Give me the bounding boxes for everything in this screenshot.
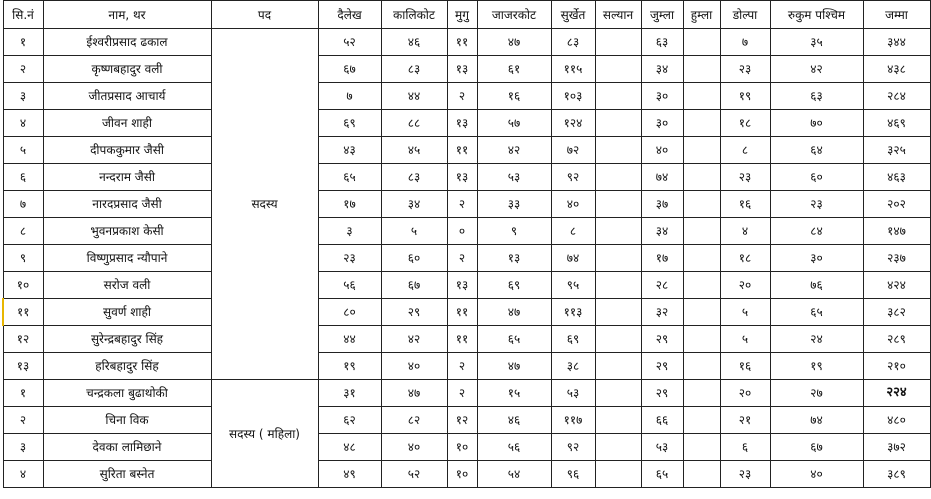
cell-district-votes[interactable]: ४० xyxy=(381,434,447,461)
cell-district-votes[interactable] xyxy=(595,380,641,407)
cell-district-votes[interactable] xyxy=(595,137,641,164)
cell-district-votes[interactable]: ९६ xyxy=(551,461,595,488)
cell-district-votes[interactable]: ७ xyxy=(318,83,381,110)
cell-district-votes[interactable]: २३ xyxy=(720,164,770,191)
cell-total-votes[interactable]: ३४४ xyxy=(863,29,930,56)
cell-district-votes[interactable]: ४ xyxy=(720,218,770,245)
header-cell-dolpa[interactable]: डोल्पा xyxy=(720,1,770,29)
cell-district-votes[interactable] xyxy=(683,353,720,380)
header-cell-total[interactable]: जम्मा xyxy=(863,1,930,29)
cell-district-votes[interactable] xyxy=(595,110,641,137)
cell-district-votes[interactable]: ६१ xyxy=(477,56,551,83)
cell-serial-number[interactable]: १० xyxy=(3,272,43,299)
cell-district-votes[interactable]: १० xyxy=(447,434,477,461)
cell-total-votes[interactable]: ४६९ xyxy=(863,110,930,137)
cell-total-votes[interactable]: ३८९ xyxy=(863,461,930,488)
cell-district-votes[interactable]: ४६ xyxy=(477,407,551,434)
cell-district-votes[interactable]: ३१ xyxy=(318,380,381,407)
cell-district-votes[interactable] xyxy=(595,29,641,56)
cell-district-votes[interactable]: २ xyxy=(447,380,477,407)
cell-district-votes[interactable]: ५३ xyxy=(641,434,683,461)
cell-district-votes[interactable]: ६९ xyxy=(477,272,551,299)
cell-district-votes[interactable]: १६ xyxy=(720,191,770,218)
results-table xyxy=(2,0,931,488)
header-cell-kalikot[interactable]: कालिकोट xyxy=(381,1,447,29)
cell-district-votes[interactable] xyxy=(683,407,720,434)
cell-district-votes[interactable]: ३० xyxy=(641,110,683,137)
cell-district-votes[interactable]: ६५ xyxy=(770,299,863,326)
cell-district-votes[interactable]: ६९ xyxy=(318,110,381,137)
cell-district-votes[interactable]: २९ xyxy=(641,380,683,407)
cell-district-votes[interactable]: ६२ xyxy=(318,407,381,434)
cell-district-votes[interactable]: ११ xyxy=(447,137,477,164)
cell-district-votes[interactable]: ९२ xyxy=(551,164,595,191)
cell-candidate-name[interactable]: नन्दराम जैसी xyxy=(43,164,211,191)
cell-district-votes[interactable]: ११७ xyxy=(551,407,595,434)
cell-district-votes[interactable]: ५ xyxy=(720,326,770,353)
cell-serial-number[interactable]: १ xyxy=(3,380,43,407)
cell-district-votes[interactable]: २९ xyxy=(381,299,447,326)
cell-district-votes[interactable]: ७० xyxy=(770,110,863,137)
cell-district-votes[interactable]: ४२ xyxy=(477,137,551,164)
cell-district-votes[interactable]: ९५ xyxy=(551,272,595,299)
cell-district-votes[interactable]: ४५ xyxy=(381,137,447,164)
cell-district-votes[interactable]: ४० xyxy=(770,461,863,488)
cell-district-votes[interactable]: ४० xyxy=(551,191,595,218)
cell-district-votes[interactable]: १६ xyxy=(477,83,551,110)
cell-district-votes[interactable]: ३८ xyxy=(551,353,595,380)
cell-district-votes[interactable]: २ xyxy=(447,83,477,110)
cell-district-votes[interactable]: ३४ xyxy=(641,218,683,245)
header-cell-mugu[interactable]: मुगु xyxy=(447,1,477,29)
table-row xyxy=(3,164,930,191)
cell-district-votes[interactable]: ६० xyxy=(381,245,447,272)
cell-district-votes[interactable]: २३ xyxy=(720,56,770,83)
cell-candidate-name[interactable]: चन्द्रकला बुढाथोकी xyxy=(43,380,211,407)
table-row xyxy=(3,56,930,83)
cell-district-votes[interactable]: ५६ xyxy=(477,434,551,461)
cell-total-votes[interactable]: २२४ xyxy=(863,380,930,407)
table-row xyxy=(3,191,930,218)
cell-district-votes[interactable] xyxy=(595,191,641,218)
cell-district-votes[interactable]: ६५ xyxy=(477,326,551,353)
cell-district-votes[interactable] xyxy=(683,56,720,83)
header-cell-dailekh[interactable]: दैलेख xyxy=(318,1,381,29)
table-row xyxy=(3,299,930,326)
cell-district-votes[interactable] xyxy=(683,245,720,272)
cell-district-votes[interactable]: ६० xyxy=(770,164,863,191)
cell-district-votes[interactable]: २ xyxy=(447,353,477,380)
cell-candidate-name[interactable]: हरिबहादुर सिंह xyxy=(43,353,211,380)
cell-district-votes[interactable]: ९ xyxy=(477,218,551,245)
cell-district-votes[interactable]: ९२ xyxy=(551,434,595,461)
table-row xyxy=(3,29,930,56)
cell-district-votes[interactable]: ६३ xyxy=(641,29,683,56)
cell-district-votes[interactable]: ६७ xyxy=(381,272,447,299)
cell-district-votes[interactable]: ५३ xyxy=(551,380,595,407)
cell-candidate-name[interactable]: सुरेन्द्रबहादुर सिंह xyxy=(43,326,211,353)
cell-district-votes[interactable] xyxy=(683,164,720,191)
cell-district-votes[interactable]: ४० xyxy=(381,353,447,380)
cell-candidate-name[interactable]: दीपककुमार जैसी xyxy=(43,137,211,164)
table-row xyxy=(3,218,930,245)
cell-district-votes[interactable]: ७४ xyxy=(551,245,595,272)
cell-serial-number[interactable]: १२ xyxy=(3,326,43,353)
cell-district-votes[interactable]: २८ xyxy=(641,272,683,299)
cell-candidate-name[interactable]: कृष्णबहादुर वली xyxy=(43,56,211,83)
cell-total-votes[interactable]: ३७२ xyxy=(863,434,930,461)
header-cell-surkhet[interactable]: सुर्खेत xyxy=(551,1,595,29)
cell-district-votes[interactable]: ६३ xyxy=(770,83,863,110)
cell-candidate-name[interactable]: विष्णुप्रसाद न्यौपाने xyxy=(43,245,211,272)
header-row xyxy=(3,1,930,29)
table-row xyxy=(3,353,930,380)
cell-district-votes[interactable]: ४७ xyxy=(477,353,551,380)
cell-district-votes[interactable]: ७२ xyxy=(551,137,595,164)
cell-candidate-name[interactable]: नारदप्रसाद जैसी xyxy=(43,191,211,218)
cell-total-votes[interactable]: ४२४ xyxy=(863,272,930,299)
cell-district-votes[interactable]: ३० xyxy=(770,245,863,272)
cell-district-votes[interactable]: २३ xyxy=(318,245,381,272)
cell-district-votes[interactable] xyxy=(683,218,720,245)
cell-serial-number[interactable]: १३ xyxy=(3,353,43,380)
cell-district-votes[interactable]: १३ xyxy=(447,272,477,299)
cell-district-votes[interactable]: ५३ xyxy=(477,164,551,191)
cell-district-votes[interactable]: ३० xyxy=(641,83,683,110)
cell-district-votes[interactable]: ८८ xyxy=(381,110,447,137)
cell-total-votes[interactable]: २८४ xyxy=(863,83,930,110)
cell-district-votes[interactable]: ५ xyxy=(720,299,770,326)
table-row xyxy=(3,434,930,461)
cell-district-votes[interactable]: ४३ xyxy=(318,137,381,164)
cell-district-votes[interactable]: ८० xyxy=(318,299,381,326)
cell-district-votes[interactable] xyxy=(683,380,720,407)
cell-district-votes[interactable]: २० xyxy=(720,380,770,407)
cell-district-votes[interactable]: ४२ xyxy=(381,326,447,353)
table-row xyxy=(3,272,930,299)
table-row xyxy=(3,326,930,353)
cell-total-votes[interactable]: २३७ xyxy=(863,245,930,272)
cell-district-votes[interactable] xyxy=(683,110,720,137)
cell-district-votes[interactable]: ४२ xyxy=(770,56,863,83)
cell-district-votes[interactable] xyxy=(683,83,720,110)
cell-district-votes[interactable] xyxy=(595,407,641,434)
cell-district-votes[interactable]: ५ xyxy=(381,218,447,245)
cell-district-votes[interactable]: १८ xyxy=(720,245,770,272)
cell-district-votes[interactable]: २९ xyxy=(641,326,683,353)
cell-district-votes[interactable]: १८ xyxy=(720,110,770,137)
cell-district-votes[interactable] xyxy=(595,353,641,380)
cell-district-votes[interactable] xyxy=(595,56,641,83)
cell-district-votes[interactable]: ४४ xyxy=(318,326,381,353)
cell-district-votes[interactable] xyxy=(683,191,720,218)
cell-district-votes[interactable]: ७ xyxy=(720,29,770,56)
cell-district-votes[interactable]: १३ xyxy=(447,110,477,137)
cell-district-votes[interactable] xyxy=(595,83,641,110)
cell-serial-number[interactable]: ३ xyxy=(3,434,43,461)
cell-district-votes[interactable] xyxy=(595,272,641,299)
cell-serial-number[interactable]: ४ xyxy=(3,461,43,488)
cell-district-votes[interactable]: ११ xyxy=(447,326,477,353)
header-cell-humla[interactable]: हुम्ला xyxy=(683,1,720,29)
cell-district-votes[interactable]: ५२ xyxy=(381,461,447,488)
header-cell-name[interactable]: नाम, थर xyxy=(43,1,211,29)
cell-district-votes[interactable]: ४९ xyxy=(318,461,381,488)
cell-total-votes[interactable]: २०२ xyxy=(863,191,930,218)
cell-district-votes[interactable]: १३ xyxy=(447,56,477,83)
cell-district-votes[interactable]: २३ xyxy=(770,191,863,218)
cell-district-votes[interactable]: २१ xyxy=(720,407,770,434)
cell-district-votes[interactable]: १९ xyxy=(770,353,863,380)
table-row xyxy=(3,461,930,488)
cell-candidate-name[interactable]: सरोज वली xyxy=(43,272,211,299)
cell-district-votes[interactable]: १९ xyxy=(318,353,381,380)
cell-district-votes[interactable]: १२ xyxy=(447,407,477,434)
cell-district-votes[interactable]: ७४ xyxy=(641,164,683,191)
cell-total-votes[interactable]: ४८० xyxy=(863,407,930,434)
cell-candidate-name[interactable]: सुवर्ण शाही xyxy=(43,299,211,326)
cell-district-votes[interactable] xyxy=(595,164,641,191)
cell-district-votes[interactable]: १५ xyxy=(477,380,551,407)
cell-candidate-name[interactable]: चिना विक xyxy=(43,407,211,434)
table-row xyxy=(3,380,930,407)
cell-district-votes[interactable] xyxy=(595,326,641,353)
cell-district-votes[interactable]: ५६ xyxy=(318,272,381,299)
cell-total-votes[interactable]: ४६३ xyxy=(863,164,930,191)
cell-district-votes[interactable]: ८ xyxy=(720,137,770,164)
table-row xyxy=(3,137,930,164)
cell-district-votes[interactable]: ३४ xyxy=(641,56,683,83)
cell-district-votes[interactable]: ६७ xyxy=(770,434,863,461)
cell-district-votes[interactable]: ६५ xyxy=(641,461,683,488)
cell-total-votes[interactable]: ४३८ xyxy=(863,56,930,83)
cell-district-votes[interactable]: ७६ xyxy=(770,272,863,299)
header-cell-sn[interactable]: सि.नं xyxy=(3,1,43,29)
cell-district-votes[interactable]: २७ xyxy=(770,380,863,407)
header-cell-jumla[interactable]: जुम्ला xyxy=(641,1,683,29)
cell-serial-number[interactable]: १ xyxy=(3,29,43,56)
cell-district-votes[interactable]: १९ xyxy=(720,83,770,110)
table-row xyxy=(3,110,930,137)
header-cell-jajarkot[interactable]: जाजरकोट xyxy=(477,1,551,29)
cell-district-votes[interactable]: ६५ xyxy=(318,164,381,191)
cell-serial-number[interactable]: २ xyxy=(3,56,43,83)
cell-district-votes[interactable]: ११ xyxy=(447,299,477,326)
cell-district-votes[interactable]: ५७ xyxy=(477,110,551,137)
cell-district-votes[interactable]: ३ xyxy=(318,218,381,245)
cell-district-votes[interactable]: १२४ xyxy=(551,110,595,137)
cell-serial-number[interactable]: ११ xyxy=(3,299,43,326)
cell-district-votes[interactable]: ४० xyxy=(641,137,683,164)
cell-district-votes[interactable] xyxy=(595,434,641,461)
cell-serial-number[interactable]: ३ xyxy=(3,83,43,110)
cell-total-votes[interactable]: २८९ xyxy=(863,326,930,353)
cell-district-votes[interactable]: ८२ xyxy=(381,407,447,434)
cell-district-votes[interactable]: १० xyxy=(447,461,477,488)
cell-district-votes[interactable]: ७४ xyxy=(770,407,863,434)
cell-district-votes[interactable]: ६६ xyxy=(641,407,683,434)
cell-district-votes[interactable]: ४६ xyxy=(381,29,447,56)
cell-candidate-name[interactable]: जीतप्रसाद आचार्य xyxy=(43,83,211,110)
cell-serial-number[interactable]: ७ xyxy=(3,191,43,218)
cell-candidate-name[interactable]: सुरिता बस्नेत xyxy=(43,461,211,488)
cell-district-votes[interactable]: १७ xyxy=(641,245,683,272)
cell-district-votes[interactable]: ८३ xyxy=(381,164,447,191)
cell-district-votes[interactable]: ६४ xyxy=(770,137,863,164)
header-cell-post[interactable]: पद xyxy=(211,1,318,29)
cell-candidate-name[interactable]: देवका लामिछाने xyxy=(43,434,211,461)
cell-district-votes[interactable]: ११५ xyxy=(551,56,595,83)
cell-district-votes[interactable]: ४८ xyxy=(318,434,381,461)
cell-district-votes[interactable]: ३३ xyxy=(477,191,551,218)
cell-district-votes[interactable] xyxy=(595,461,641,488)
cell-candidate-name[interactable]: ईश्वरीप्रसाद ढकाल xyxy=(43,29,211,56)
cell-district-votes[interactable] xyxy=(683,29,720,56)
cell-district-votes[interactable] xyxy=(683,461,720,488)
header-cell-salyan[interactable]: सल्यान xyxy=(595,1,641,29)
cell-district-votes[interactable]: ४७ xyxy=(381,380,447,407)
cell-total-votes[interactable]: ३८२ xyxy=(863,299,930,326)
cell-district-votes[interactable]: १३ xyxy=(477,245,551,272)
cell-serial-number[interactable]: २ xyxy=(3,407,43,434)
cell-district-votes[interactable] xyxy=(683,326,720,353)
header-cell-rukum-west[interactable]: रुकुम पश्चिम xyxy=(770,1,863,29)
table-body xyxy=(3,1,930,488)
cell-serial-number[interactable]: ८ xyxy=(3,218,43,245)
table-row xyxy=(3,245,930,272)
cell-district-votes[interactable] xyxy=(683,137,720,164)
cell-district-votes[interactable] xyxy=(595,218,641,245)
table-row xyxy=(3,83,930,110)
cell-district-votes[interactable]: १६ xyxy=(720,353,770,380)
cell-serial-number[interactable]: ६ xyxy=(3,164,43,191)
cell-district-votes[interactable]: ४७ xyxy=(477,299,551,326)
cell-district-votes[interactable]: ८ xyxy=(551,218,595,245)
cell-district-votes[interactable]: ४४ xyxy=(381,83,447,110)
cell-district-votes[interactable]: १३ xyxy=(447,164,477,191)
cell-district-votes[interactable]: ११३ xyxy=(551,299,595,326)
cell-district-votes[interactable]: ० xyxy=(447,218,477,245)
cell-district-votes[interactable]: ८३ xyxy=(381,56,447,83)
cell-district-votes[interactable]: ५४ xyxy=(477,461,551,488)
cell-district-votes[interactable]: ६९ xyxy=(551,326,595,353)
cell-serial-number[interactable]: ५ xyxy=(3,137,43,164)
cell-district-votes[interactable] xyxy=(683,434,720,461)
cell-district-votes[interactable] xyxy=(683,299,720,326)
cell-district-votes[interactable]: ८४ xyxy=(770,218,863,245)
cell-candidate-name[interactable]: जीवन शाही xyxy=(43,110,211,137)
cell-post[interactable]: सदस्य xyxy=(211,29,318,380)
cell-district-votes[interactable]: ३४ xyxy=(381,191,447,218)
cell-district-votes[interactable]: १७ xyxy=(318,191,381,218)
table-row xyxy=(3,407,930,434)
cell-district-votes[interactable]: ३५ xyxy=(770,29,863,56)
cell-district-votes[interactable]: ३७ xyxy=(641,191,683,218)
cell-district-votes[interactable]: ११ xyxy=(447,29,477,56)
spreadsheet xyxy=(2,0,908,488)
cell-district-votes[interactable] xyxy=(683,272,720,299)
cell-district-votes[interactable]: ५२ xyxy=(318,29,381,56)
cell-total-votes[interactable]: २१० xyxy=(863,353,930,380)
cell-district-votes[interactable]: २४ xyxy=(770,326,863,353)
cell-candidate-name[interactable]: भुवनप्रकाश केसी xyxy=(43,218,211,245)
cell-serial-number[interactable]: ९ xyxy=(3,245,43,272)
cell-district-votes[interactable]: ६ xyxy=(720,434,770,461)
cell-district-votes[interactable]: २ xyxy=(447,245,477,272)
cell-district-votes[interactable]: २९ xyxy=(641,353,683,380)
cell-district-votes[interactable]: ६७ xyxy=(318,56,381,83)
cell-district-votes[interactable]: ४७ xyxy=(477,29,551,56)
cell-total-votes[interactable]: ३२५ xyxy=(863,137,930,164)
cell-total-votes[interactable]: १४७ xyxy=(863,218,930,245)
cell-district-votes[interactable]: ८३ xyxy=(551,29,595,56)
cell-district-votes[interactable]: १०३ xyxy=(551,83,595,110)
cell-district-votes[interactable] xyxy=(595,299,641,326)
cell-district-votes[interactable]: २३ xyxy=(720,461,770,488)
cell-district-votes[interactable]: २० xyxy=(720,272,770,299)
cell-serial-number[interactable]: ४ xyxy=(3,110,43,137)
cell-post[interactable]: सदस्य ( महिला) xyxy=(211,380,318,488)
cell-district-votes[interactable]: ३२ xyxy=(641,299,683,326)
cell-district-votes[interactable] xyxy=(595,245,641,272)
cell-district-votes[interactable]: २ xyxy=(447,191,477,218)
